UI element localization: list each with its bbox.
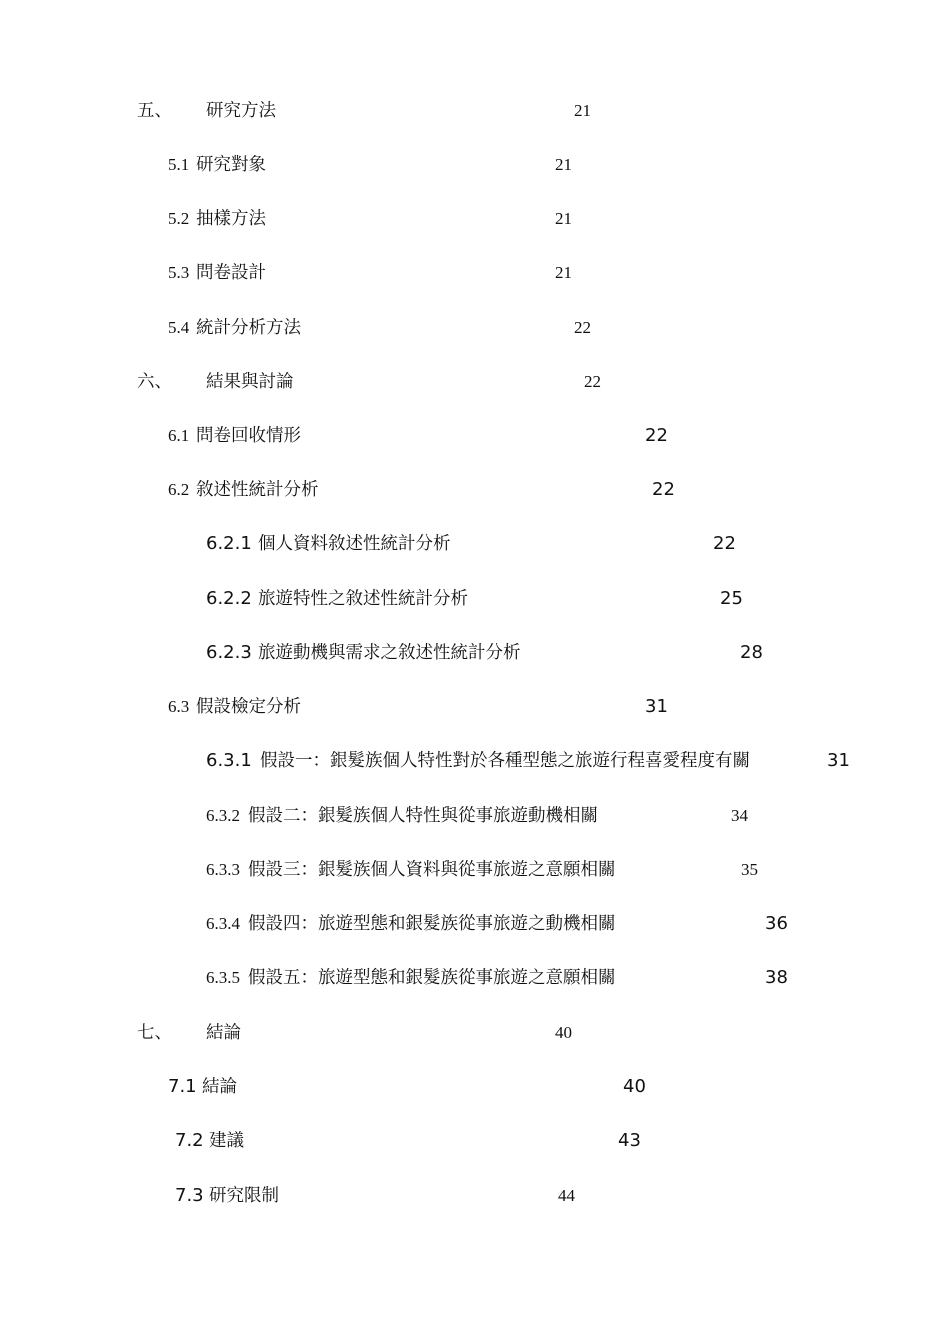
toc-entry [0,145,950,185]
toc-page: 28 [740,642,763,663]
toc-number: 7.2 [175,1130,204,1151]
toc-page: 44 [558,1186,575,1205]
toc-number: 5.2 [168,209,190,228]
toc-entry [0,904,950,944]
toc-entry [0,470,950,510]
toc-page: 38 [765,967,788,988]
toc-entry [0,741,950,781]
toc-title: 假設一：銀髮族個人特性對於各種型態之旅遊行程喜愛程度有關 [260,751,750,771]
toc-title: 研究方法 [206,101,276,121]
toc-title: 結論 [202,1077,237,1097]
toc-entry [0,579,950,619]
toc-number: 6.3.4 [206,914,240,933]
toc-title: 統計分析方法 [196,318,301,338]
toc-title: 假設二：銀髮族個人特性與從事旅遊動機相關 [248,806,598,826]
toc-entry [0,1013,950,1053]
toc-number: 6.3.3 [206,860,240,879]
toc-number: 6.1 [168,426,190,445]
toc-entry [0,1067,950,1107]
toc-number: 六、 [137,372,172,392]
toc-page: 31 [645,696,668,717]
toc-title: 旅遊動機與需求之敘述性統計分析 [258,643,521,663]
toc-number: 6.2 [168,480,190,499]
toc-number: 6.2.1 [206,533,252,554]
toc-page: 22 [652,479,675,500]
toc-page: 21 [555,209,572,228]
toc-number: 5.4 [168,318,190,337]
toc-entry [0,1121,950,1161]
toc-title: 敘述性統計分析 [196,480,319,500]
toc-title: 假設五：旅遊型態和銀髮族從事旅遊之意願相關 [248,968,616,988]
toc-entry [0,1176,950,1216]
toc-number: 7.1 [168,1076,197,1097]
toc-page: 25 [720,588,743,609]
toc-page: 40 [555,1023,572,1042]
toc-page: 21 [555,263,572,282]
toc-page: 22 [713,533,736,554]
toc-entry [0,91,950,131]
toc-number: 五、 [137,101,172,121]
toc-title: 個人資料敘述性統計分析 [258,534,451,554]
toc-number: 6.3.2 [206,806,240,825]
toc-title: 問卷設計 [196,263,266,283]
toc-page: 21 [555,155,572,174]
toc-entry [0,796,950,836]
toc-number: 七、 [137,1023,172,1043]
toc-title: 研究對象 [196,155,266,175]
toc-number: 6.3 [168,697,190,716]
toc-entry [0,633,950,673]
toc-page: 36 [765,913,788,934]
toc-number: 6.2.2 [206,588,252,609]
toc-entry [0,524,950,564]
toc-title: 假設四：旅遊型態和銀髮族從事旅遊之動機相關 [248,914,616,934]
toc-title: 建議 [209,1131,244,1151]
toc-number: 6.2.3 [206,642,252,663]
toc-title: 假設三：銀髮族個人資料與從事旅遊之意願相關 [248,860,616,880]
toc-number: 7.3 [175,1185,204,1206]
toc-title: 問卷回收情形 [196,426,301,446]
toc-number: 6.3.1 [206,750,252,771]
toc-page: 22 [574,318,591,337]
toc-page: 34 [731,806,748,825]
toc-entry [0,958,950,998]
toc-number: 6.3.5 [206,968,240,987]
toc-page: 22 [645,425,668,446]
toc-title: 假設檢定分析 [196,697,301,717]
toc-entry [0,687,950,727]
toc-page: 22 [584,372,601,391]
toc-title: 研究限制 [209,1186,279,1206]
toc-number: 5.1 [168,155,190,174]
toc-entry [0,362,950,402]
toc-title: 旅遊特性之敘述性統計分析 [258,589,468,609]
toc-page: 43 [618,1130,641,1151]
toc-entry [0,253,950,293]
toc-entry [0,199,950,239]
toc-title: 結論 [206,1023,241,1043]
toc-entry [0,416,950,456]
toc-title: 抽樣方法 [196,209,266,229]
toc-entry [0,308,950,348]
toc-page: 35 [741,860,758,879]
toc-page: 40 [623,1076,646,1097]
toc-page: 31 [827,750,850,771]
toc-entry [0,850,950,890]
toc-title: 結果與討論 [206,372,294,392]
toc-page: 21 [574,101,591,120]
toc-number: 5.3 [168,263,190,282]
